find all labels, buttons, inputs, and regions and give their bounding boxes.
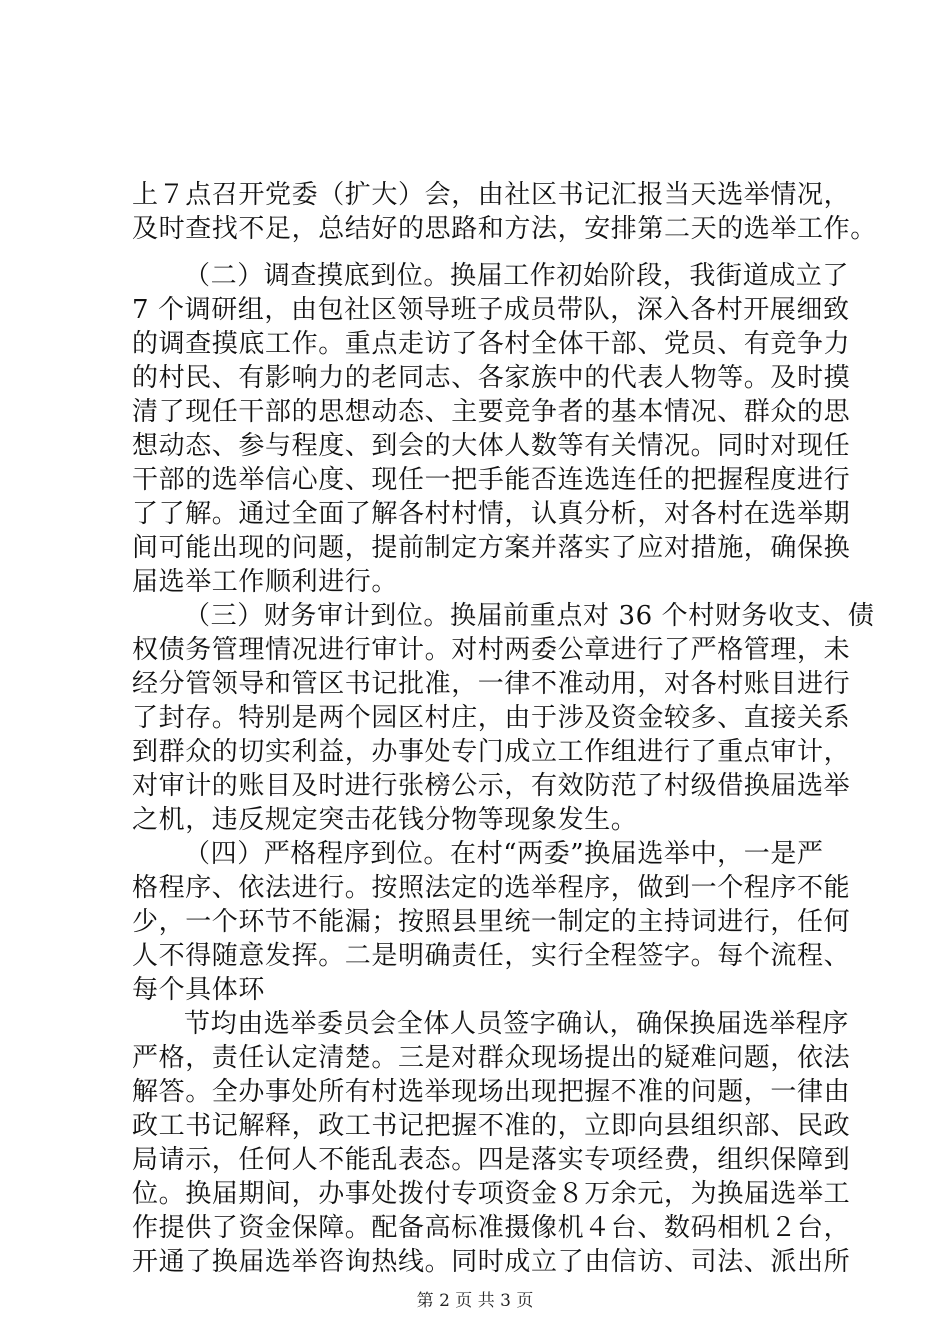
page-footer: 第 2 页 共 3 页: [416, 1291, 534, 1311]
text-line: 了了解。通过全面了解各村村情，认真分析，对各村在选举期: [132, 499, 851, 529]
text-line: 的调查摸底工作。重点走访了各村全体干部、党员、有竞争力: [132, 329, 851, 359]
text-line: 作提供了资金保障。配备高标准摄像机４台、数码相机２台，: [132, 1213, 851, 1243]
text-line: 上７点召开党委（扩大）会，由社区书记汇报当天选举情况，: [132, 180, 851, 210]
text-line: 想动态、参与程度、到会的大体人数等有关情况。同时对现任: [132, 431, 851, 461]
text-line: 到群众的切实利益，办事处专门成立工作组进行了重点审计，: [132, 737, 851, 767]
text-line: 人不得随意发挥。二是明确责任，实行全程签字。每个流程、: [132, 941, 851, 971]
text-line: 位。换届期间，办事处拨付专项资金８万余元，为换届选举工: [132, 1179, 851, 1209]
text-line: 权债务管理情况进行审计。对村两委公章进行了严格管理，未: [132, 635, 851, 665]
opening-paragraph: [132, 178, 877, 246]
text-line: 干部的选举信心度、现任一把手能否连选连任的把握程度进行: [132, 465, 851, 495]
text-line: 之机，违反规定突击花钱分物等现象发生。: [132, 805, 638, 835]
text-line: 节均由选举委员会全体人员签字确认，确保换届选举程序: [184, 1009, 850, 1039]
text-line: 开通了换届选举咨询热线。同时成立了由信访、司法、派出所: [132, 1247, 851, 1277]
text-line: 届选举工作顺利进行。: [132, 567, 399, 597]
paragraph-heading-line: （三）财务审计到位。换届前重点对 36 个村财务收支、债: [184, 601, 875, 631]
text-line: 解答。全办事处所有村选举现场出现把握不准的问题，一律由: [132, 1077, 851, 1107]
text-line: 经分管领导和管区书记批准，一律不准动用，对各村账目进行: [132, 669, 851, 699]
text-line: 局请示，任何人不能乱表态。四是落实专项经费，组织保障到: [132, 1145, 851, 1175]
text-line: 7 个调研组，由包社区领导班子成员带队，深入各村开展细致: [132, 295, 850, 325]
text-line: 每个具体环: [132, 975, 266, 1005]
text-line: 及时查找不足，总结好的思路和方法，安排第二天的选举工作。: [132, 214, 877, 244]
text-line: 的村民、有影响力的老同志、各家族中的代表人物等。及时摸: [132, 363, 851, 393]
text-line: 少，一个环节不能漏；按照县里统一制定的主持词进行，任何: [132, 907, 851, 937]
paragraph-heading-line: （四）严格程序到位。在村“两委”换届选举中，一是严: [184, 839, 824, 869]
text-line: 清了现任干部的思想动态、主要竞争者的基本情况、群众的思: [132, 397, 851, 427]
text-line: 格程序、依法进行。按照法定的选举程序，做到一个程序不能: [132, 873, 851, 903]
text-line: 政工书记解释，政工书记把握不准的，立即向县组织部、民政: [132, 1111, 851, 1141]
text-line: 对审计的账目及时进行张榜公示，有效防范了村级借换届选举: [132, 771, 851, 801]
text-line: 间可能出现的问题，提前制定方案并落实了应对措施，确保换: [132, 533, 851, 563]
text-line: 了封存。特别是两个园区村庄，由于涉及资金较多、直接关系: [132, 703, 851, 733]
body-text: [132, 259, 875, 1279]
paragraph-heading-line: （二）调查摸底到位。换届工作初始阶段，我街道成立了: [184, 261, 850, 291]
text-line: 严格，责任认定清楚。三是对群众现场提出的疑难问题，依法: [132, 1043, 851, 1073]
